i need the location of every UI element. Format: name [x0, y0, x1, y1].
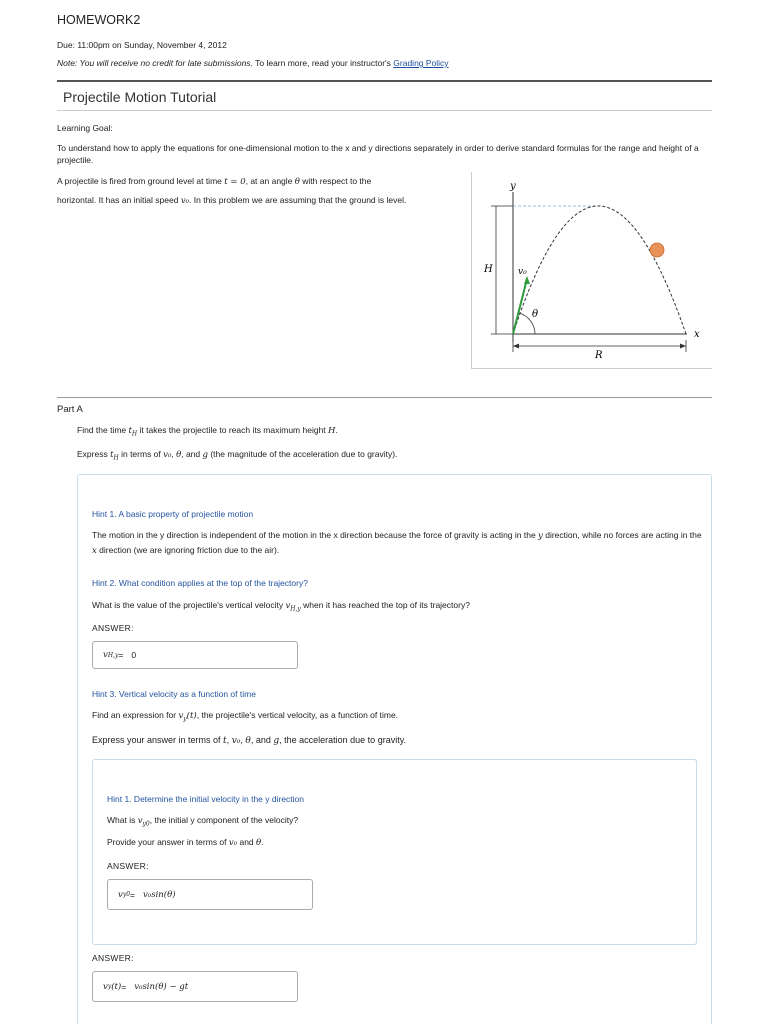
part-a-instructions: [77, 449, 397, 462]
answer-lhs: v: [118, 889, 123, 900]
hint-3-answer-field[interactable]: [92, 971, 298, 1002]
late-note: [57, 58, 449, 68]
hint-text: Express your answer in terms of: [92, 735, 224, 745]
instruction-text: ,: [171, 449, 177, 459]
math-sub: H: [131, 430, 138, 438]
instruction-text: , and: [181, 449, 203, 459]
intro-text: with respect to the: [299, 176, 372, 186]
instruction-text: Express: [77, 449, 111, 459]
part-a-label: Part A: [57, 404, 83, 415]
answer-lhs-arg: (t): [111, 981, 122, 992]
answer-value: v₀sin(θ): [143, 889, 176, 900]
nested-hint-1-title[interactable]: Hint 1. Determine the initial velocity in the y direction: [107, 794, 305, 804]
part-a-question: [77, 425, 338, 438]
answer-label: ANSWER:: [92, 623, 134, 633]
nested-hint-answer-field[interactable]: [107, 879, 313, 910]
math-v0: v₀: [228, 838, 238, 848]
hint-2-question: [92, 598, 470, 617]
math-theta: θ: [256, 838, 262, 848]
math-t-arg: (t): [186, 711, 197, 721]
math-g: g: [273, 736, 280, 746]
answer-label: ANSWER:: [107, 861, 149, 871]
projectile-ball: [650, 243, 664, 257]
hint-text: , the initial y component of the velocity?: [149, 815, 299, 825]
range-left-arrow: [513, 344, 519, 349]
header-divider: [57, 80, 712, 82]
hint-3-find: [92, 708, 398, 727]
hint-text: when it has reached the top of its trajectory?: [300, 600, 470, 610]
math-sub: H: [113, 454, 119, 462]
answer-equals: =: [118, 650, 124, 660]
hint-text: ,: [240, 735, 246, 745]
math-v0: v₀: [163, 450, 172, 460]
answer-value: 0: [131, 650, 137, 660]
nested-hint-provide: [107, 835, 264, 850]
hint-text: and: [237, 837, 257, 847]
math-theta: θ: [294, 177, 300, 187]
instruction-text: in terms of: [118, 449, 164, 459]
hint-1-text: [92, 528, 702, 558]
hint-text: , and: [250, 735, 274, 745]
question-text: Find the time: [77, 425, 129, 435]
math-t: t: [223, 736, 227, 746]
part-divider: [57, 397, 712, 398]
learning-goal-label: Learning Goal:: [57, 123, 113, 133]
hint-text: What is: [107, 815, 138, 825]
learning-goal-text: To understand how to apply the equations for one-dimensional motion to the x and y directions separately in order to derive standard formulas for the range and height of a projectile.: [57, 143, 699, 165]
hint-3-title[interactable]: Hint 3. Vertical velocity as a function of time: [92, 689, 256, 699]
math-t0: t = 0: [224, 177, 246, 187]
nested-hint-question: [107, 813, 298, 832]
math-H: H: [328, 426, 336, 436]
velocity-arrowhead: [524, 276, 530, 284]
hint-text: direction (we are ignoring friction due to the air).: [96, 545, 280, 555]
hint-text: Provide your answer in terms of: [107, 837, 229, 847]
grading-policy-link[interactable]: Grading Policy: [393, 58, 449, 68]
late-note-italic: Note: You will receive no credit for late submissions.: [57, 58, 253, 68]
height-label: H: [484, 264, 493, 275]
math-v0: v₀: [180, 196, 190, 206]
math-t: t: [128, 426, 132, 436]
intro-text: . In this problem we are assuming that the ground is level.: [189, 195, 407, 205]
hint-text: Find an expression for: [92, 710, 179, 720]
title-divider: [57, 110, 712, 111]
math-y: y: [538, 531, 543, 541]
answer-lhs-sub: H,y: [107, 651, 119, 659]
hint-text: direction, while no forces are acting in the: [542, 530, 702, 540]
math-v: v: [285, 601, 291, 611]
range-label: R: [595, 350, 603, 361]
angle-label: θ: [532, 309, 539, 320]
intro-text: A projectile is fired from ground level at time: [57, 176, 225, 186]
answer-label: ANSWER:: [92, 953, 134, 963]
range-right-arrow: [680, 344, 686, 349]
answer-lhs: v: [103, 981, 108, 992]
homework-title: HOMEWORK2: [57, 13, 141, 27]
answer-equals: =: [130, 889, 135, 900]
hint-text: ,: [226, 735, 232, 745]
hint-text: What is the value of the projectile's vertical velocity: [92, 600, 286, 610]
hint-text: .: [261, 837, 264, 847]
math-v: v: [137, 816, 143, 826]
answer-value: v₀sin(θ) − gt: [134, 981, 189, 992]
hint-text: The motion in the y direction is independent of the motion in the x direction because the force of gravity is acting in the: [92, 530, 539, 540]
trajectory-diagram: [472, 172, 713, 369]
answer-lhs-sub: y: [107, 983, 112, 990]
problem-intro: [57, 172, 467, 210]
due-date: Due: 11:00pm on Sunday, November 4, 2012: [57, 40, 227, 50]
intro-text: horizontal. It has an initial speed: [57, 195, 181, 205]
hint-text: , the acceleration due to gravity.: [279, 735, 407, 745]
trajectory-figure: [471, 172, 712, 369]
math-theta: θ: [176, 450, 182, 460]
x-axis-label: x: [694, 329, 700, 340]
answer-equals: =: [121, 981, 127, 992]
answer-lhs-sub: y0: [122, 891, 131, 898]
math-sub: y: [183, 715, 187, 723]
problem-title: Projectile Motion Tutorial: [63, 89, 217, 105]
math-theta: θ: [245, 736, 251, 746]
hint-2-answer-field[interactable]: [92, 641, 298, 669]
math-g: g: [202, 450, 208, 460]
velocity-label: v₀: [518, 267, 527, 277]
question-text: it takes the projectile to reach its maximum height: [137, 425, 329, 435]
math-v: v: [178, 711, 184, 721]
math-sub: H,y: [290, 605, 301, 613]
late-note-text: To learn more, read your instructor's: [252, 58, 394, 68]
math-t: t: [110, 450, 114, 460]
y-axis-label: y: [510, 181, 516, 192]
hint-1-title[interactable]: Hint 1. A basic property of projectile motion: [92, 509, 254, 519]
math-v0: v₀: [231, 736, 241, 746]
answer-lhs: v: [103, 650, 108, 660]
question-text: .: [335, 425, 338, 435]
hint-text: , the projectile's vertical velocity, as a function of time.: [196, 710, 399, 720]
math-x: x: [92, 546, 97, 556]
trajectory-path: [513, 206, 686, 334]
hint-2-title[interactable]: Hint 2. What condition applies at the top of the trajectory?: [92, 578, 308, 588]
velocity-vector: [513, 279, 527, 334]
instruction-text: (the magnitude of the acceleration due to gravity).: [207, 449, 398, 459]
intro-text: , at an angle: [245, 176, 295, 186]
nested-hint-panel: [92, 759, 697, 945]
math-sub: y0: [142, 820, 150, 828]
hint-3-express: [92, 733, 406, 748]
